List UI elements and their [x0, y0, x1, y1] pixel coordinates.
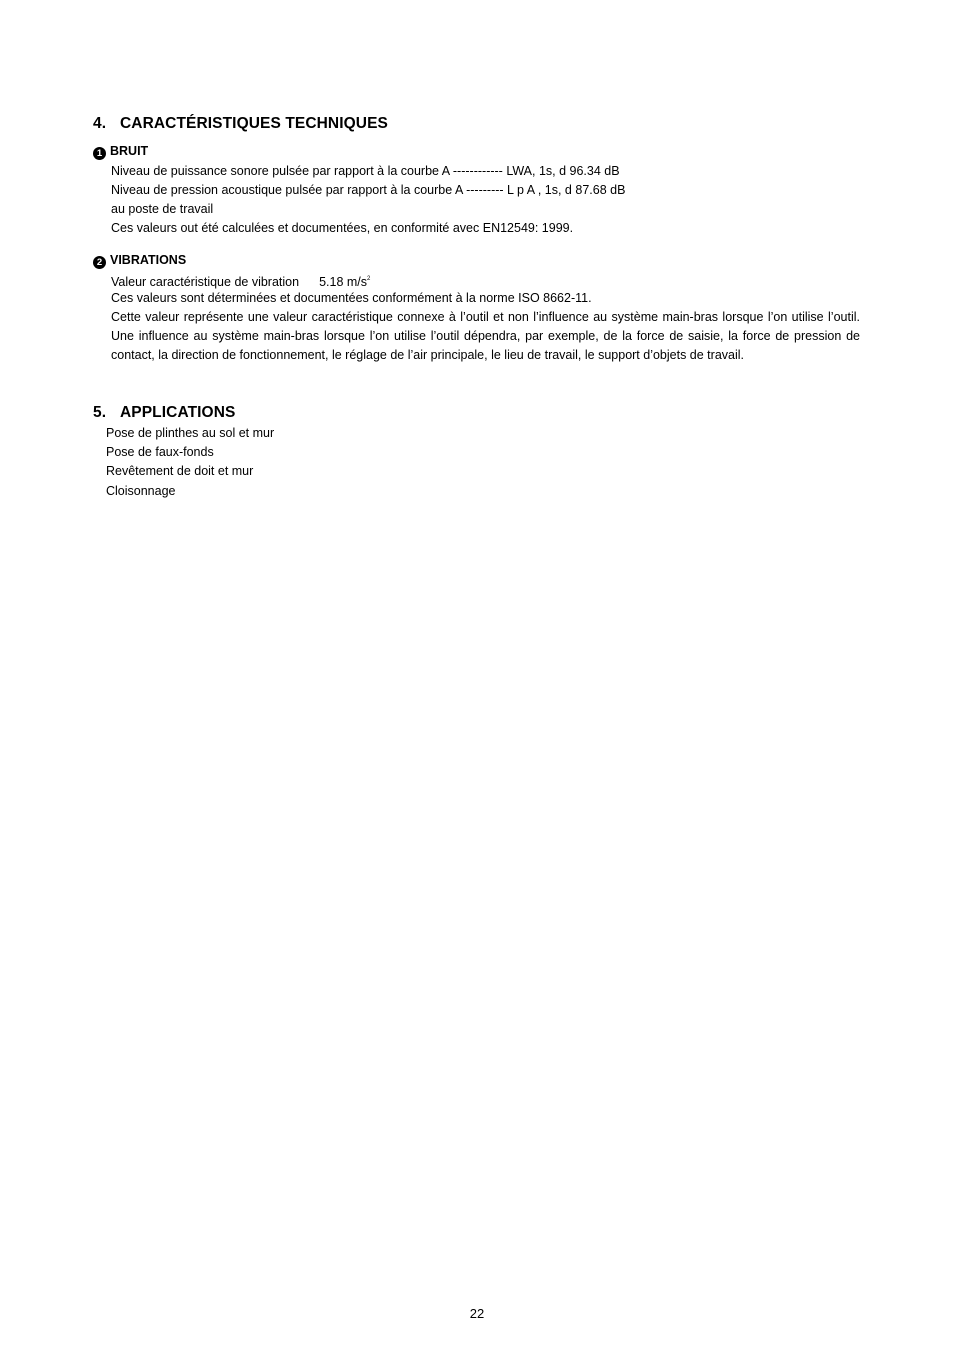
noise-line-4: Ces valeurs out été calculées et documentées, en conformité avec EN12549: 1999. — [111, 221, 574, 235]
vibration-line-2: Ces valeurs sont déterminées et documentées conformément à la norme ISO 8662-11. — [111, 291, 592, 305]
circled-number-2-icon: 2 — [93, 256, 106, 269]
noise-line-1: Niveau de puissance sonore pulsée par rapport à la courbe A ------------ LWA, 1s, d 96.34 dB — [111, 164, 620, 178]
vibration-paragraph: Cette valeur représente une valeur caractéristique connexe à l’outil et non l’influence au système main-bras lorsque l’on utilise l’outil. Une influence au système main-bras lorsque l’on utilise l’outil dépendra, par exemple, de la force de saisie, la force de pression de contact, la direction de fonctionnement, le réglage de l’air principale, le lieu de travail, le support d’objets de travail. — [111, 310, 860, 363]
vibrations-heading — [93, 253, 186, 269]
section-4-number: 4. — [93, 115, 107, 132]
vibration-label: Valeur caractéristique de vibration — [111, 275, 300, 289]
unit-exponent: 2 — [367, 276, 371, 282]
circled-number-1-icon: 1 — [93, 147, 106, 160]
noise-line-2: Niveau de pression acoustique pulsée par rapport à la courbe A --------- L p A , 1s, d 87.68 dB — [111, 183, 626, 197]
application-item: Revêtement de doit et mur — [106, 464, 254, 478]
section-4-title: CARACTÉRISTIQUES TECHNIQUES — [120, 115, 388, 132]
noise-title: BRUIT — [110, 144, 149, 158]
page-number: 22 — [469, 1306, 485, 1321]
application-item: Pose de plinthes au sol et mur — [106, 426, 275, 440]
noise-line-3: au poste de travail — [111, 202, 214, 216]
section-4-heading — [93, 115, 388, 133]
section-5-heading — [93, 404, 235, 422]
noise-heading — [93, 144, 148, 160]
vibration-value: 5.18 $m/s^2$ — [319, 275, 371, 289]
vibrations-title: VIBRATIONS — [110, 253, 187, 267]
section-5-title: APPLICATIONS — [120, 404, 236, 421]
application-item: Cloisonnage — [106, 484, 176, 498]
section-5-number: 5. — [93, 404, 107, 421]
application-item: Pose de faux-fonds — [106, 445, 214, 459]
